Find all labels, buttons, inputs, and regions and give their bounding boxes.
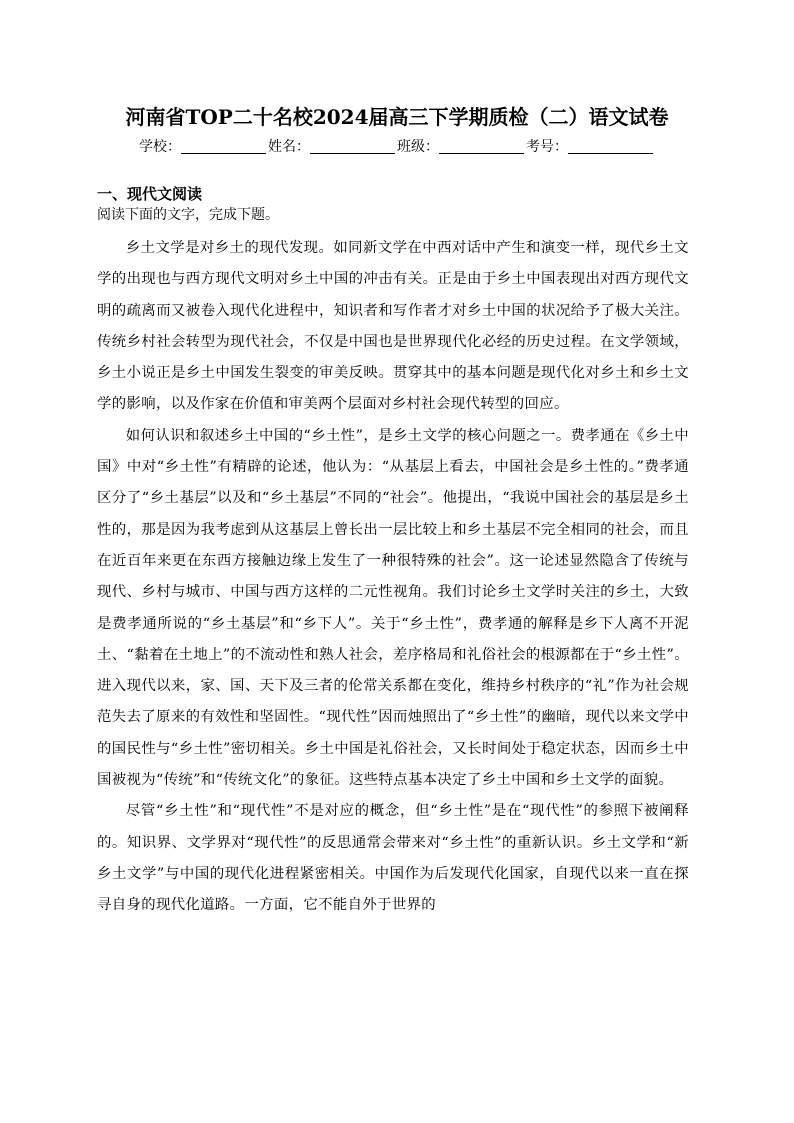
section-heading: 一、现代文阅读 xyxy=(97,185,203,203)
class-blank xyxy=(439,139,524,154)
school-label: 学校： xyxy=(139,139,181,155)
reading-instruction: 阅读下面的文字，完成下题。 xyxy=(97,207,279,223)
passage-paragraph: 尽管“乡土性”和“现代性”不是对应的概念，但“乡土性”是在“现代性”的参照下被阐释的。知识界、文学界对“现代性”的反思通常会带来对“乡土性”的重新认识。乡土文学和“新乡土文学”与中国的现代化进程紧密相关。中国作为后发现代化国家，自现代以来一直在探寻自身的现代化道路。一方面，它不能自外于世界的 xyxy=(97,803,689,914)
passage-paragraph: 如何认识和叙述乡土中国的“乡土性”，是乡土文学的核心问题之一。费孝通在《乡土中国》中对“乡土性”有精辟的论述，他认为：“从基层上看去，中国社会是乡土性的。”费孝通区分了“乡土基层”以及和“乡土基层”不同的“社会”。他提出，“我说中国社会的基层是乡土性的，那是因为我考虑到从这基层上曾长出一层比较上和乡土基层不完全相同的社会，而且在近百年来更在东西方接触边缘上发生了一种很特殊的社会”。这一论述显然隐含了传统与现代、乡村与城市、中国与西方这样的二元性视角。我们讨论乡土文学时关注的乡土，大致是费孝通所说的“乡土基层”和“乡下人”。关于“乡土性”，费孝通的解释是乡下人离不开泥土、“黏着在土地上”的不流动性和熟人社会，差序格局和礼俗社会的根源都在于“乡土性”。进入现代以来，家、国、天下及三者的伦常关系都在变化，维持乡村秩序的“礼”作为社会规范失去了原来的有效性和坚固性。“现代性”因而烛照出了“乡土性”的幽暗，现代以来文学中的国民性与“乡土性”密切相关。乡土中国是礼俗社会，又长时间处于稳定状态，因而乡土中国被视为“传统”和“传统文化”的象征。这些特点基本决定了乡土中国和乡土文学的面貌。 xyxy=(97,427,689,789)
document-title: 河南省TOP二十名校2024届高三下学期质检（二）语文试卷 xyxy=(125,105,669,129)
student-info-line xyxy=(0,136,794,156)
name-blank xyxy=(310,139,395,154)
passage-paragraph: 乡土文学是对乡土的现代发现。如同新文学在中西对话中产生和演变一样，现代乡土文学的出现也与西方现代文明对乡土中国的冲击有关。正是由于乡土中国表现出对西方现代文明的疏离而又被卷入现代化进程中，知识者和写作者才对乡土中国的状况给予了极大关注。传统乡村社会转型为现代社会，不仅是中国也是世界现代化必经的历史过程。在文学领域，乡土小说正是乡土中国发生裂变的审美反映。贯穿其中的基本问题是现代化对乡土和乡土文学的影响，以及作家在价值和审美两个层面对乡村社会现代转型的回应。 xyxy=(97,240,689,413)
class-label: 班级： xyxy=(397,139,439,155)
name-label: 姓名： xyxy=(268,139,310,155)
reading-passage xyxy=(97,233,689,922)
exam-number-label: 考号： xyxy=(526,139,568,155)
school-blank xyxy=(181,139,266,154)
exam-number-blank xyxy=(568,139,653,154)
